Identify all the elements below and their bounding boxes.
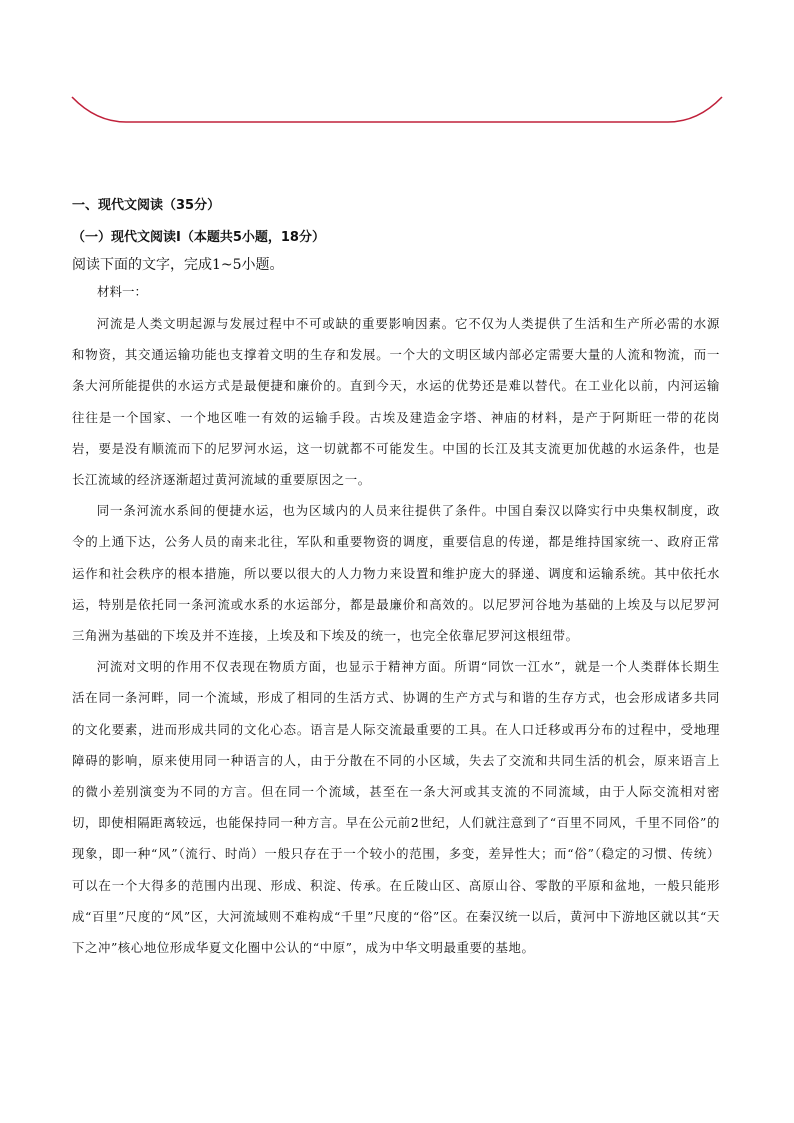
material-label: 材料一： <box>97 284 148 299</box>
body-paragraph: 河流对文明的作用不仅表现在物质方面，也显示于精神方面。所谓“同饮一江水”，就是一个人类群体长期生活在同一条河畔，同一个流域，形成了相同的生活方式、协调的生产方式与和谐的生存方式，也会形成诸多共同的文化要素，进而形成共同的文化心态。语言是人际交流最重要的工具。在人口迁移或再分布的过程中，受地理障碍的影响，原来使用同一种语言的人，由于分散在不同的小区域，失去了交流和共同生活的机会，原来语言上的微小差别演变为不同的方言。但在同一个流域，甚至在一条大河或其支流的不同流域，由于人际交流相对密切，即使相隔距离较远，也能保持同一种方言。早在公元前2世纪，人们就注意到了“百里不同风，千里不同俗”的现象，即一种“风”（流行、时尚）一般只存在于一个较小的范围，多变，差异性大；而“俗”（稳定的习惯、传统）可以在一个大得多的范围内出现、形成、积淀、传承。在丘陵山区、高原山谷、零散的平原和盆地，一般只能形成“百里”尺度的“风”区，大河流域则不难构成“千里”尺度的“俗”区。在秦汉统一以后，黄河中下游地区就以其“天下之冲”核心地位形成华夏文化圈中公认的“中原”，成为中华文明最重要的基地。 <box>72 659 720 956</box>
body-paragraph: 同一条河流水系间的便捷水运，也为区域内的人员来往提供了条件。中国自秦汉以降实行中央集权制度，政令的上通下达，公务人员的南来北往，军队和重要物资的调度，重要信息的传递，都是维持国家统一、政府正常运作和社会秩序的根本措施，所以要以很大的人力物力来设置和维护庞大的驿递、调度和运输系统。其中依托水运，特别是依托同一条河流或水系的水运部分，都是最廉价和高效的。以尼罗河谷地为基础的上埃及与以尼罗河三角洲为基础的下埃及并不连接，上埃及和下埃及的统一，也完全依靠尼罗河这根纽带。 <box>72 503 720 644</box>
header-curve-rule <box>0 0 794 130</box>
subsection-heading: （一）现代文阅读Ⅰ（本题共5小题，18分） <box>72 230 325 245</box>
reading-instruction: 阅读下面的文字，完成1~5小题。 <box>72 257 284 273</box>
section-heading: 一、现代文阅读（35分） <box>72 198 221 213</box>
reading-section <box>72 196 720 963</box>
body-paragraph: 河流是人类文明起源与发展过程中不可或缺的重要影响因素。它不仅为人类提供了生活和生产所必需的水源和物资，其交通运输功能也支撑着文明的生存和发展。一个大的文明区域内部必定需要大量的人流和物流，而一条大河所能提供的水运方式是最便捷和廉价的。直到今天，水运的优势还是难以替代。在工业化以前，内河运输往往是一个国家、一个地区唯一有效的运输手段。古埃及建造金字塔、神庙的材料，是产于阿斯旺一带的花岗岩，要是没有顺流而下的尼罗河水运，这一切就都不可能发生。中国的长江及其支流更加优越的水运条件，也是长江流域的经济逐渐超过黄河流域的重要原因之一。 <box>72 316 720 488</box>
